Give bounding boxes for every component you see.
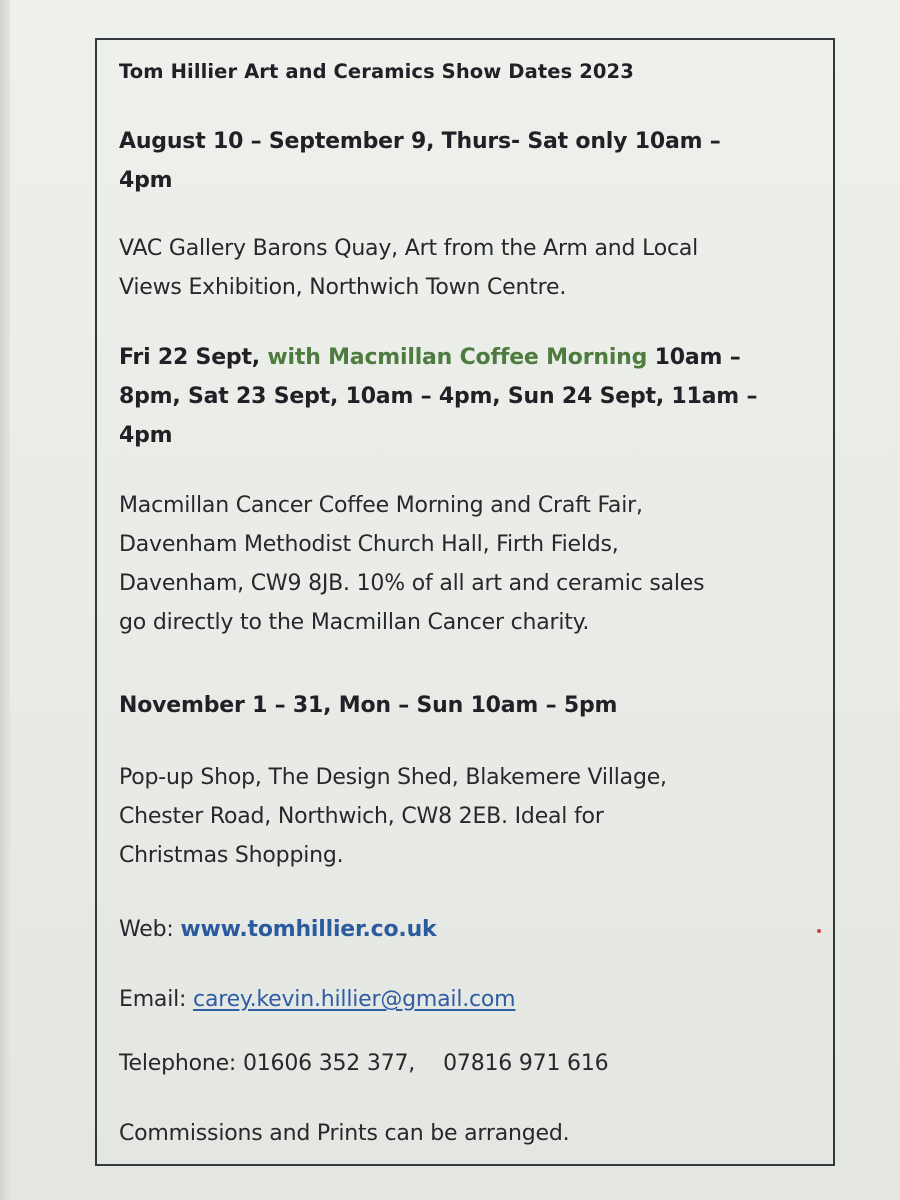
telephone-number-2: 07816 971 616 bbox=[443, 1051, 609, 1076]
event-2-details-line-3: Davenham, CW9 8JB. 10% of all art and ceramic sales bbox=[119, 571, 705, 596]
telephone-label: Telephone: bbox=[119, 1051, 243, 1076]
commissions-note: Commissions and Prints can be arranged. bbox=[119, 1121, 570, 1146]
event-2-details-line-1: Macmillan Cancer Coffee Morning and Craft Fair, bbox=[119, 493, 643, 518]
event-3-dates-line-1: November 1 – 31, Mon – Sun 10am – 5pm bbox=[119, 693, 618, 718]
event-2-date-start: Fri 22 Sept, bbox=[119, 345, 268, 370]
event-2-details-line-4: go directly to the Macmillan Cancer charity. bbox=[119, 610, 590, 635]
flyer-title: Tom Hillier Art and Ceramics Show Dates 2023 bbox=[119, 60, 634, 83]
event-2-details-line-2: Davenham Methodist Church Hall, Firth Fields, bbox=[119, 532, 619, 557]
event-2-details bbox=[119, 486, 821, 642]
event-1-details-line-1: VAC Gallery Barons Quay, Art from the Arm and Local bbox=[119, 236, 699, 261]
event-3-details-line-3: Christmas Shopping. bbox=[119, 843, 344, 868]
event-3-dates bbox=[119, 686, 821, 725]
event-2-dates-line-3: 4pm bbox=[119, 423, 173, 448]
event-1-details-line-2: Views Exhibition, Northwich Town Centre. bbox=[119, 275, 567, 300]
event-2-dates-line-2: 8pm, Sat 23 Sept, 10am – 4pm, Sun 24 Sept, 11am – bbox=[119, 384, 758, 409]
paper-edge bbox=[0, 0, 10, 1200]
event-3-details-line-2: Chester Road, Northwich, CW8 2EB. Ideal for bbox=[119, 804, 604, 829]
event-1-dates bbox=[119, 122, 821, 200]
event-2-dates bbox=[119, 338, 821, 455]
telephone-number-1: 01606 352 377, bbox=[242, 1051, 416, 1076]
event-2-time-start: 10am – bbox=[647, 345, 741, 370]
web-row bbox=[119, 912, 821, 948]
event-3-details bbox=[119, 758, 821, 875]
show-dates-flyer bbox=[95, 38, 835, 1166]
email-link[interactable]: carey.kevin.hillier@gmail.com bbox=[193, 987, 516, 1012]
event-3-details-line-1: Pop-up Shop, The Design Shed, Blakemere Village, bbox=[119, 765, 667, 790]
event-1-dates-line-1: August 10 – September 9, Thurs- Sat only 10am – bbox=[119, 129, 721, 154]
event-2-dates-line-1 bbox=[119, 338, 821, 377]
event-1-details bbox=[119, 229, 821, 307]
website-link[interactable]: www.tomhillier.co.uk bbox=[180, 917, 437, 942]
email-row bbox=[119, 982, 821, 1018]
email-label: Email: bbox=[119, 987, 194, 1012]
event-1-dates-line-2: 4pm bbox=[119, 168, 173, 193]
paper-speck bbox=[817, 929, 821, 933]
macmillan-coffee-morning-highlight: with Macmillan Coffee Morning bbox=[267, 345, 648, 370]
telephone-row bbox=[119, 1046, 821, 1082]
web-label: Web: bbox=[119, 917, 181, 942]
